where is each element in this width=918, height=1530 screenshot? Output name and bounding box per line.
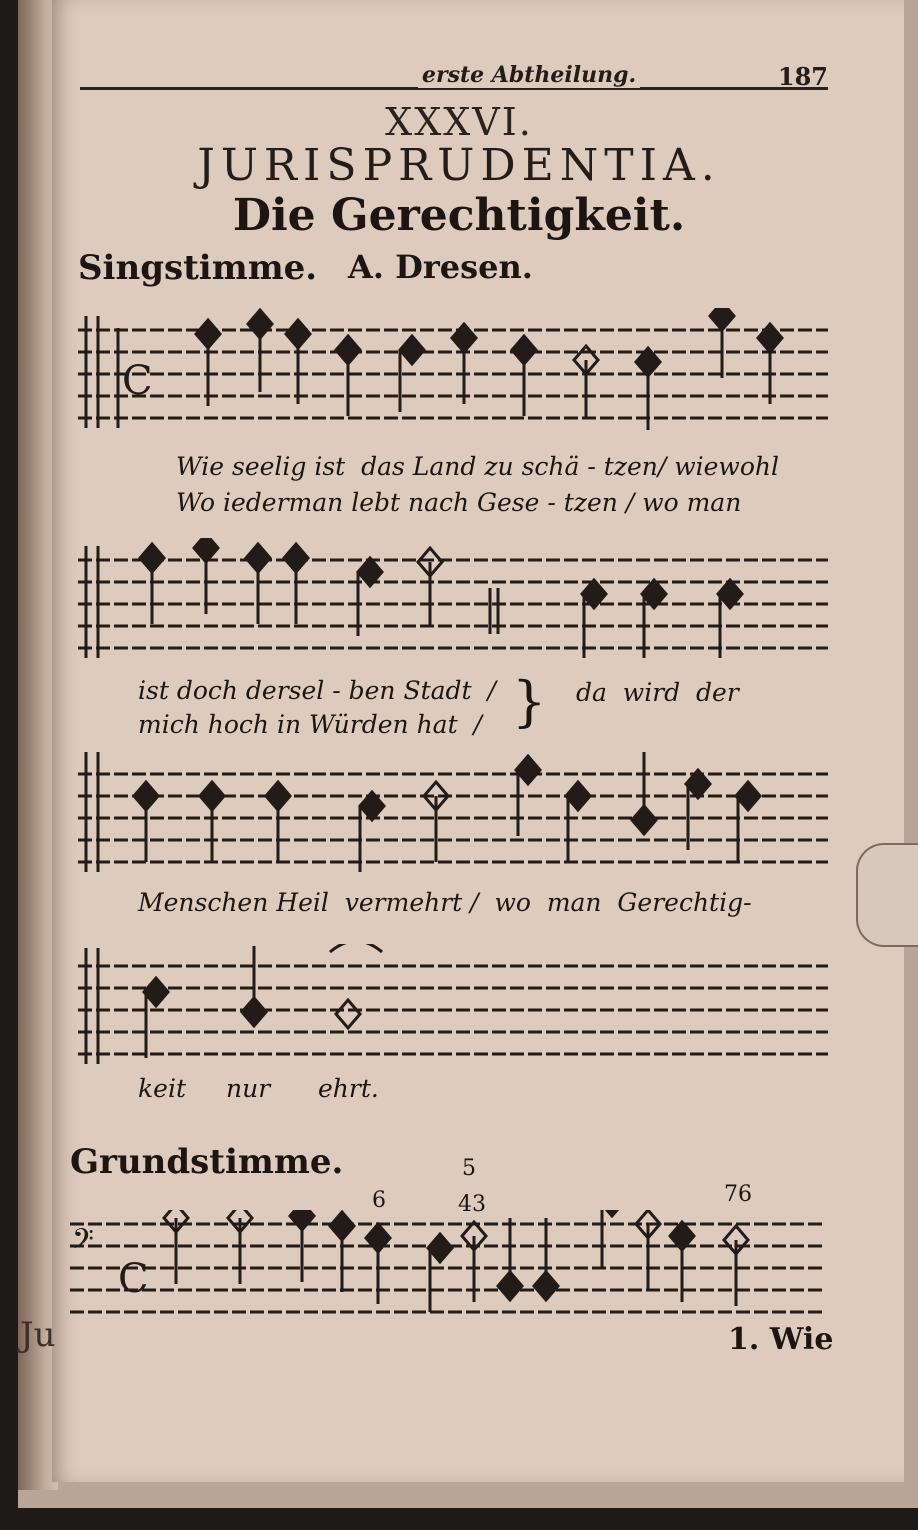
running-title: erste Abtheilung. [418, 62, 640, 88]
figured-bass-76: 76 [724, 1182, 752, 1207]
bass-staff-notation [70, 1210, 826, 1340]
music-staff-4 [78, 944, 828, 1064]
lyrics-line-4-word-2: nur [226, 1074, 271, 1103]
page-header [80, 62, 828, 96]
lyrics-line-1-verse-2: Wo iederman lebt nach Gese - tzen / wo man [176, 488, 742, 517]
staff-3-notation [78, 752, 828, 892]
composer-name: A. Dresen. [348, 248, 533, 286]
lyrics-line-1-verse-1: Wie seelig ist das Land zu schä - tzen/ wiewohl [176, 452, 779, 481]
music-staff-3 [78, 752, 828, 872]
lyrics-line-4-word-1: keit [138, 1074, 186, 1103]
staff-2-notation [78, 538, 828, 678]
song-title-latin: JURISPRUDENTIA. [197, 140, 721, 191]
page-number: 187 [777, 62, 828, 91]
svg-text:𝄢: 𝄢 [72, 1223, 94, 1263]
page-clip-tab [856, 843, 918, 947]
svg-text:C: C [122, 358, 153, 404]
music-staff-bass [70, 1210, 826, 1330]
staff-4-notation [78, 944, 828, 1084]
lyrics-line-4-word-3: ehrt. [318, 1074, 379, 1103]
lyrics-brace: } [512, 670, 547, 733]
song-number: XXXVI. [385, 100, 533, 144]
lyrics-line-3: Menschen Heil vermehrt / wo man Gerechtig- [138, 888, 752, 917]
figured-bass-6: 6 [372, 1188, 386, 1213]
music-staff-2 [78, 538, 828, 658]
lyrics-line-2-continuation: da wird der [576, 678, 739, 707]
staff-1-notation [78, 308, 828, 438]
figured-bass-5: 5 [462, 1156, 476, 1181]
song-title-german: Die Gerechtigkeit. [232, 190, 686, 241]
catchword: 1. Wie [728, 1322, 834, 1357]
figured-bass-43: 43 [458, 1192, 486, 1217]
svg-text:C: C [118, 1256, 149, 1302]
voice-part-label: Singstimme. [78, 248, 318, 288]
bass-part-label: Grundstimme. [70, 1142, 344, 1182]
lyrics-line-2-verse-1: ist doch dersel - ben Stadt / [138, 676, 496, 705]
previous-page-edge-text: Ju [20, 1315, 56, 1355]
lyrics-line-2-verse-2: mich hoch in Würden hat / [138, 710, 482, 739]
music-staff-1 [78, 308, 828, 428]
